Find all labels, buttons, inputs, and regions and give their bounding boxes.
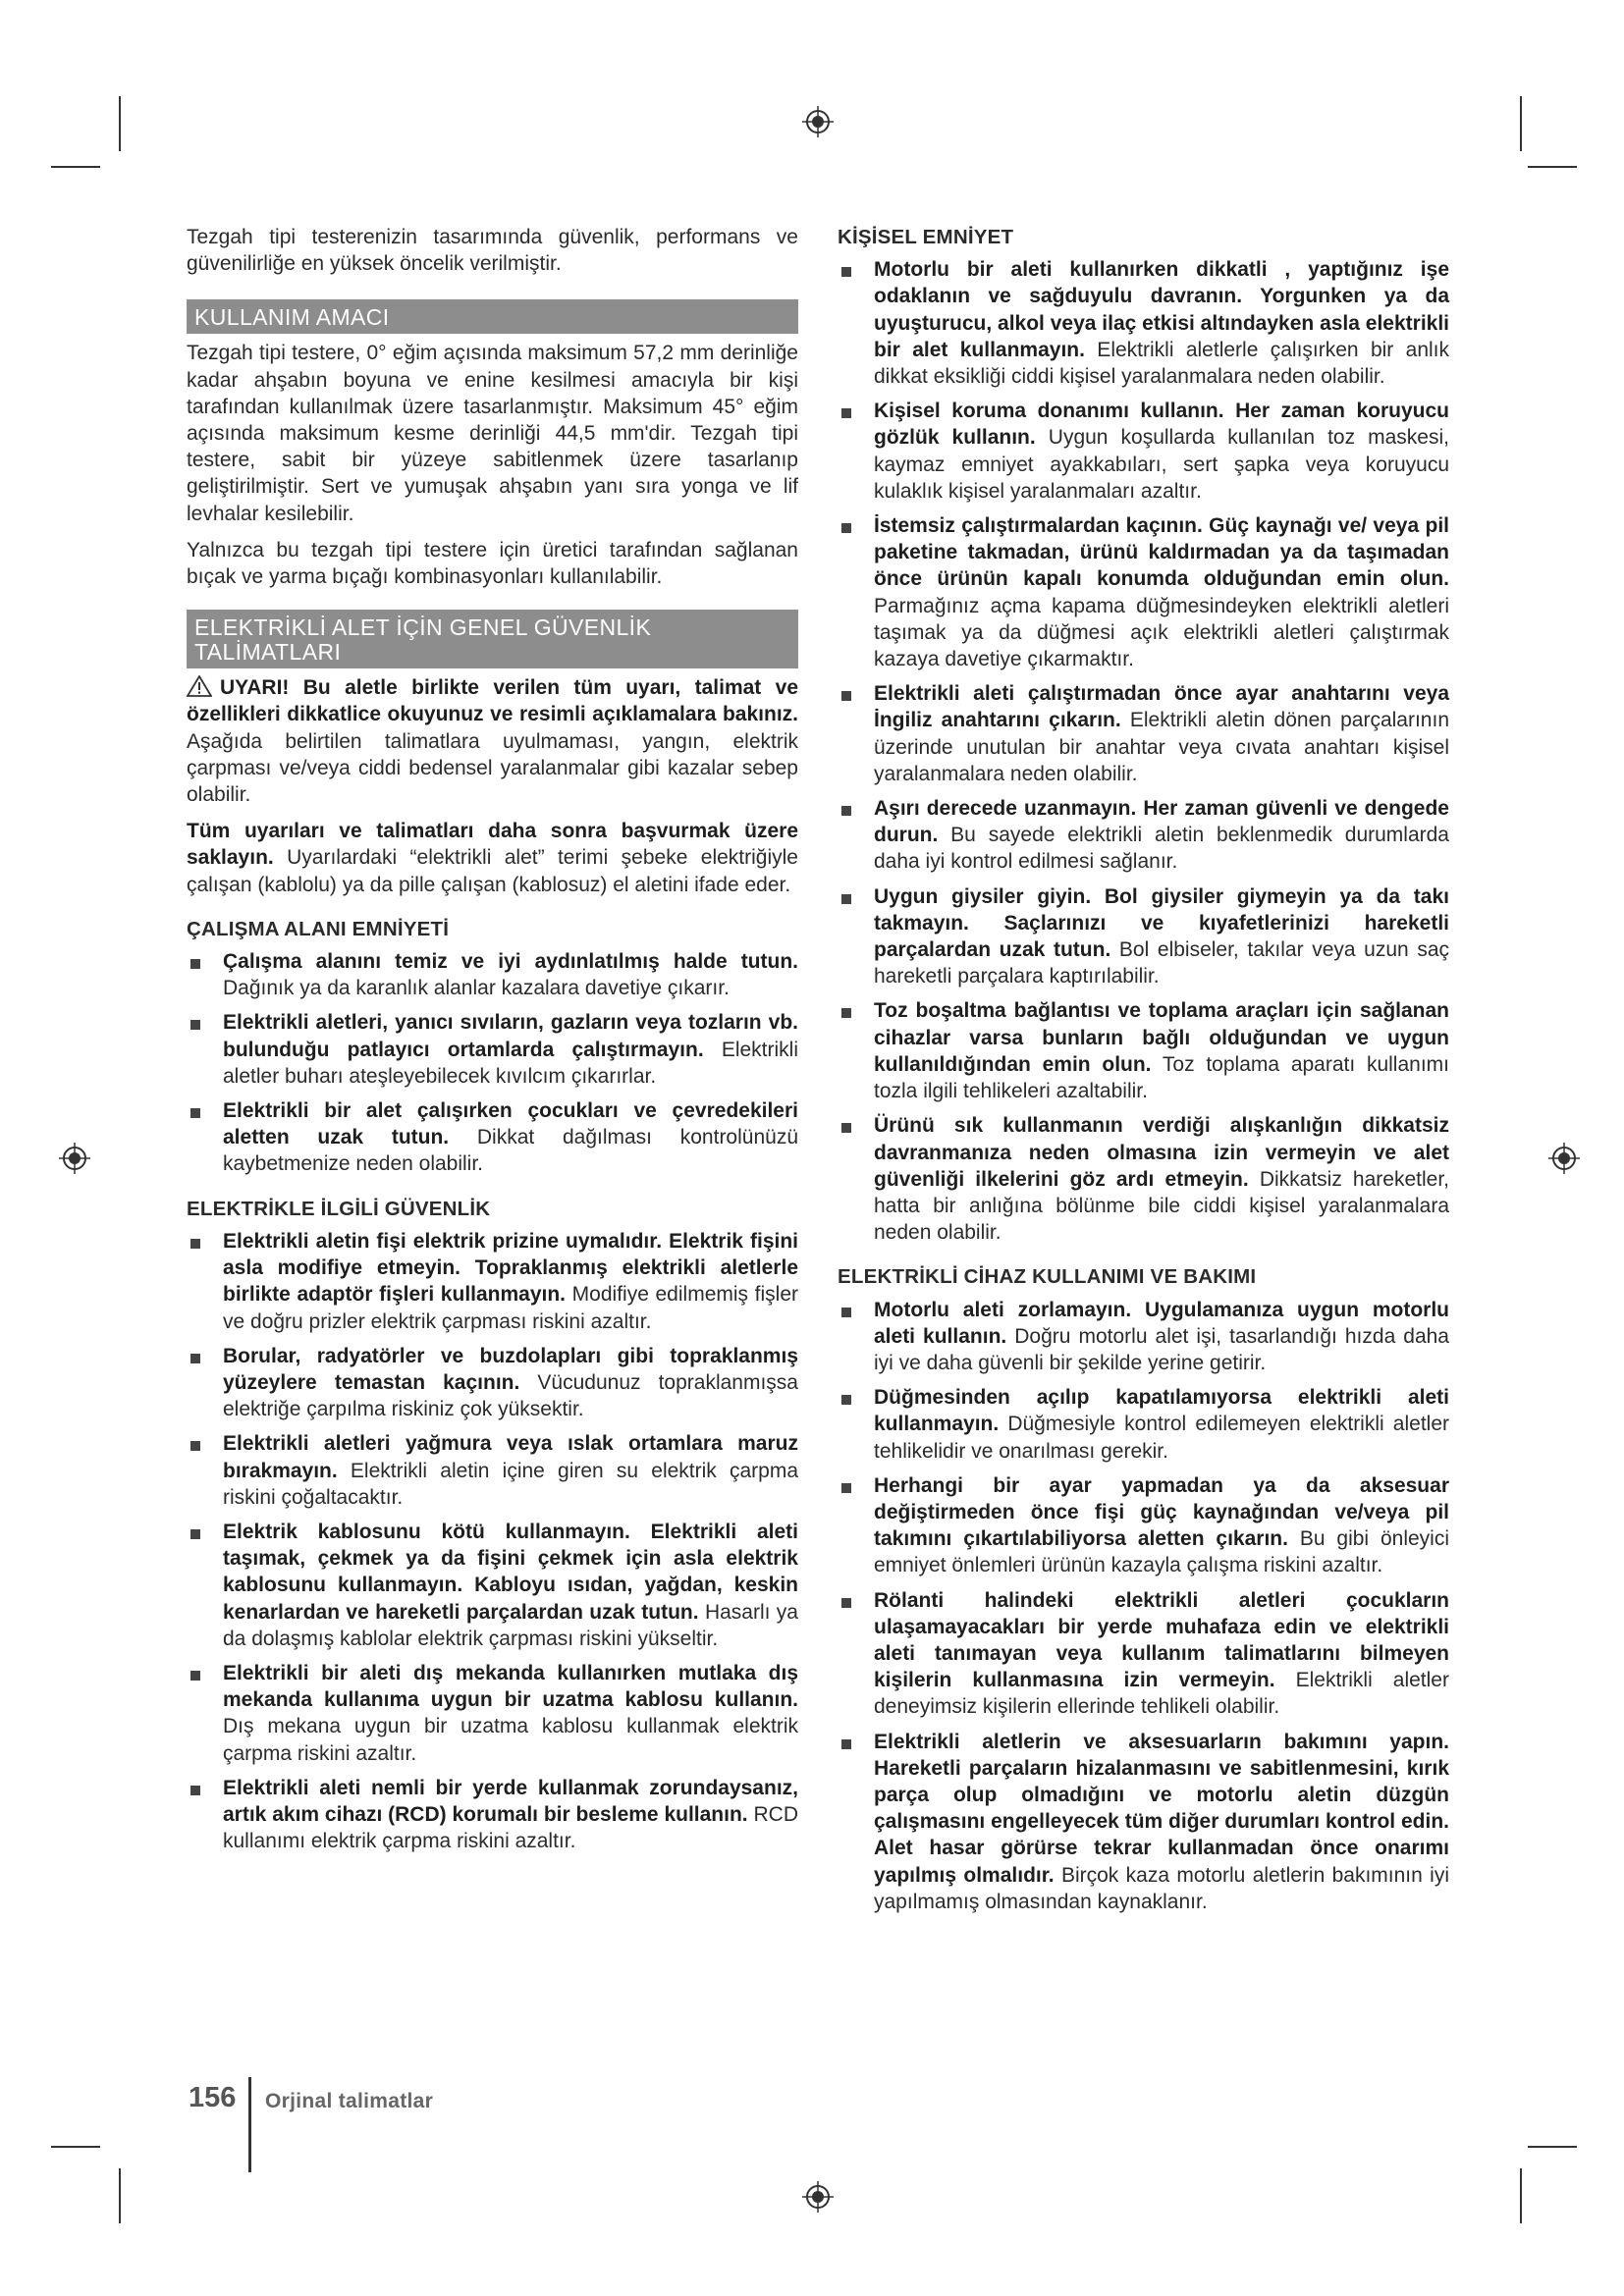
list-item	[838, 512, 1449, 672]
bullet-icon	[841, 1395, 851, 1405]
bullet-icon	[841, 806, 851, 816]
crop-mark	[119, 96, 121, 151]
bullet-icon	[190, 1671, 200, 1681]
list-item	[838, 1297, 1449, 1377]
warning-bold-text: UYARI! Bu aletle birlikte verilen tüm uyarı, talimat ve özellikleri dikkatlice okuyunuz ve resimli açıklamalara bakınız.	[187, 676, 798, 726]
right-column	[838, 224, 1449, 1923]
item-text: Bol elbiseler, takılar veya uzun saç hareketli parçalara kaptırılabilir.	[874, 938, 1449, 988]
bullet-icon	[841, 1739, 851, 1749]
bullet-icon	[841, 408, 851, 418]
bullet-icon	[190, 959, 200, 969]
item-bold: Kişisel koruma donanımı kullanın. Her zaman koruyucu gözlük kullanın.	[874, 400, 1449, 450]
item-bold: Çalışma alanını temiz ve iyi aydınlatılmış halde tutun.	[223, 950, 798, 974]
footer-label: Orjinal talimatlar	[265, 2090, 434, 2112]
item-text: Elektrikli aletin içine giren su elektrik çarpma riskini çoğaltacaktır.	[223, 1459, 798, 1509]
bullet-icon	[841, 1483, 851, 1493]
crop-mark	[1520, 2168, 1522, 2223]
item-bold: Elektrikli aletin fişi elektrik prizine uymalıdır. Elektrik fişini asla modifiye etmeyin. Topraklanmış elektrikli aletlerle birlikte adaptör fişleri kullanmayın.	[223, 1229, 798, 1307]
bullet-icon	[841, 894, 851, 904]
bullet-icon	[190, 1786, 200, 1795]
personal-safety-list	[838, 256, 1449, 1246]
item-bold: Uygun giysiler giyin. Bol giysiler giymeyin ya da takı takmayın. Saçlarınızı ve kıyafetlerinizi hareketli parçalardan uzak tutun.	[874, 884, 1449, 962]
electrical-list	[187, 1228, 798, 1854]
list-item	[838, 883, 1449, 990]
item-bold: Elektrikli aletleri yağmura veya ıslak ortamlara maruz bırakmayın.	[223, 1432, 798, 1482]
crop-mark	[1528, 166, 1577, 168]
list-item	[838, 256, 1449, 390]
footer-divider	[248, 2077, 251, 2172]
crop-mark	[51, 2146, 100, 2148]
item-text: Birçok kaza motorlu aletlerin bakımının iyi yapılmamış olmasından kaynaklanır.	[874, 1863, 1449, 1913]
item-text: Elektrikli aletin dönen parçalarının üzerinde unutulan bir anahtar veya cıvata anahtarı kişisel yaralanmalara neden olabilir.	[874, 709, 1449, 785]
list-item	[838, 1112, 1449, 1246]
item-bold: Aşırı derecede uzanmayın. Her zaman güvenli ve dengede durun.	[874, 797, 1449, 847]
bullet-icon	[190, 1529, 200, 1539]
list-item	[838, 398, 1449, 505]
item-bold: Elektrikli aletlerin ve aksesuarların bakımını yapın. Hareketli parçaların hizalanmasını ve sabitlenmesini, kırık parça olup olmadığını ve motorlu aletin düzgün çalışmasını engelleyecek tüm diğer durumları kontrol edin. Alet hasar görürse tekrar kullanmadan önce onarımı yapılmış olmalıdır.	[874, 1730, 1449, 1887]
device-use-list	[838, 1297, 1449, 1915]
list-item	[187, 1430, 798, 1511]
item-text: Elektrikli aletler deneyimsiz kişilerin ellerinde tehlikeli olabilir.	[874, 1669, 1449, 1719]
list-item	[838, 1384, 1449, 1465]
item-bold: Borular, radyatörler ve buzdolapları gibi topraklanmış yüzeylere temastan kaçının.	[223, 1344, 798, 1394]
item-bold: Elektrikli bir alet çalışırken çocukları ve çevredekileri aletten uzak tutun.	[223, 1099, 798, 1149]
subheading-device-use-care: ELEKTRİKLİ CİHAZ KULLANIMI VE BAKIMI	[838, 1265, 1257, 1289]
item-bold: İstemsiz çalıştırmalardan kaçının. Güç kaynağı ve/ veya pil paketine takmadan, ürünü kaldırmadan ya da taşımadan önce ürünün kapalı konumda olduğundan emin olun.	[874, 514, 1449, 591]
section-heading-general-safety: ELEKTRİKLİ ALET İÇİN GENEL GÜVENLİK TALİMATLARI	[187, 610, 798, 668]
section-heading-intended-use: KULLANIM AMACI	[187, 299, 798, 334]
bullet-icon	[190, 1108, 200, 1118]
item-text: Parmağınız açma kapama düğmesindeyken elektrikli aletleri taşımak ya da düğmesi açık elektrikli aletleri çalıştırmak kazaya davetiye çıkarmaktır.	[874, 594, 1449, 671]
crop-mark	[119, 2168, 121, 2223]
subheading-electrical-safety: ELEKTRİKLE İLGİLİ GÜVENLİK	[187, 1197, 491, 1220]
list-item	[187, 1775, 798, 1855]
bullet-icon	[190, 1441, 200, 1451]
item-bold: Elektrikli aleti nemli bir yerde kullanmak zorundaysanız, artık akım cihazı (RCD) korumalı bir besleme kullanın.	[223, 1776, 798, 1826]
crop-mark	[1520, 96, 1522, 151]
item-text: Bu gibi önleyici emniyet önlemleri ürünün kazayla çalışma riskini azaltır.	[874, 1527, 1449, 1577]
warning-text: Aşağıda belirtilen talimatlara uyulmaması, yangın, elektrik çarpması ve/veya ciddi bedensel yaralanmalar gibi kazalar sebep olabilir.	[187, 729, 798, 807]
keep-bold-text: Tüm uyarıları ve talimatları daha sonra başvurmak üzere saklayın.	[187, 820, 798, 870]
item-bold: Elektrikli aletleri, yanıcı sıvıların, gazların veya tozların vb. bulunduğu patlayıcı ortamlarda çalıştırmayın.	[223, 1011, 798, 1061]
intro-paragraph: Tezgah tipi testerenizin tasarımında güvenlik, performans ve güvenilirliğe en yüksek öncelik verilmiştir.	[187, 226, 798, 276]
item-text: Toz toplama aparatı kullanımı tozla ilgili tehlikeleri azaltabilir.	[874, 1052, 1449, 1103]
bullet-icon	[841, 267, 851, 277]
keep-instructions-paragraph	[187, 818, 798, 898]
registration-mark-icon	[801, 105, 835, 138]
list-item	[187, 1009, 798, 1090]
bullet-icon	[841, 1123, 851, 1133]
list-item	[187, 1660, 798, 1767]
list-item	[187, 1519, 798, 1652]
bullet-icon	[841, 1598, 851, 1608]
page-number: 156	[189, 2082, 237, 2113]
item-text: Modifiye edilmemiş fişler ve doğru prizler elektrik çarpması riskini azaltır.	[223, 1283, 799, 1333]
bullet-icon	[190, 1020, 200, 1030]
registration-mark-icon	[58, 1142, 91, 1175]
item-text: Dış mekana uygun bir uzatma kablosu kullanmak elektrik çarpma riskini azaltır.	[223, 1715, 798, 1765]
item-bold: Elektrik kablosunu kötü kullanmayın. Elektrikli aleti taşımak, çekmek ya da fişini çekmek için asla elektrik kablosunu kullanmayın. Kabloyu ısıdan, yağdan, keskin kenarlardan ve hareketli parçalardan uzak tutun.	[223, 1520, 798, 1624]
item-text: Uygun koşullarda kullanılan toz maskesi, kaymaz emniyet ayakkabıları, sert şapka veya koruyucu kulaklık kişisel yaralanmaları azaltır.	[874, 426, 1449, 503]
list-item	[838, 1587, 1449, 1721]
list-item	[187, 1228, 798, 1335]
item-bold: Elektrikli bir aleti dış mekanda kullanırken mutlaka dış mekanda kullanıma uygun bir uzatma kablosu kullanın.	[223, 1661, 798, 1712]
list-item	[838, 997, 1449, 1104]
item-text: Doğru motorlu alet işi, tasarlandığı hızda daha iyi ve daha güvenli bir şekilde yerine getirir.	[874, 1324, 1449, 1374]
list-item	[187, 1097, 798, 1178]
item-bold: Toz boşaltma bağlantısı ve toplama araçları için sağlanan cihazlar varsa bunların bağlı olduğundan ve uygun kullanıldığından emin olun.	[874, 999, 1449, 1076]
left-column	[187, 224, 798, 1862]
registration-mark-icon	[801, 2180, 835, 2214]
item-bold: Düğmesinden açılıp kapatılamıyorsa elektrikli aleti kullanmayın.	[874, 1386, 1449, 1436]
item-text: Dikkat dağılması kontrolünüzü kaybetmenize neden olabilir.	[223, 1126, 798, 1176]
warning-triangle-icon	[187, 675, 212, 697]
crop-mark	[51, 166, 100, 168]
list-item	[838, 680, 1449, 787]
bullet-icon	[841, 523, 851, 533]
subheading-personal-safety: KİŞİSEL EMNİYET	[838, 226, 1014, 248]
bullet-icon	[841, 691, 851, 701]
bullet-icon	[190, 1239, 200, 1249]
bullet-icon	[841, 1008, 851, 1018]
item-text: RCD kullanımı elektrik çarpma riskini azaltır.	[223, 1802, 798, 1853]
crop-mark	[1528, 2146, 1577, 2148]
list-item	[838, 795, 1449, 876]
bullet-icon	[841, 1308, 851, 1317]
keep-text: Uyarılardaki “elektrikli alet” terimi şebeke elektriğiyle çalışan (kablolu) ya da pille çalışan (kablosuz) el aletini ifade eder.	[187, 846, 798, 896]
item-bold: Rölanti halindeki elektrikli aletleri çocukların ulaşamayacakları bir yerde muhafaza edin ve elektrikli aleti tanımayan veya kullanım talimatlarını bilmeyen kişilerin kullanmasına izin vermeyin.	[874, 1588, 1449, 1692]
item-bold: Motorlu bir aleti kullanırken dikkatli , yaptığınız işe odaklanın ve sağduyulu davranın. Yorgunken ya da uyuşturucu, alkol veya ilaç etkisi altındayken asla elektrikli bir alet kullanmayın.	[874, 258, 1449, 361]
item-text: Elektrikli aletlerle çalışırken bir anlık dikkat eksikliği ciddi kişisel yaralanmalara neden olabilir.	[874, 338, 1450, 389]
list-item	[187, 1343, 798, 1423]
item-text: Hasarlı ya da dolaşmış kablolar elektrik çarpması riskini yükseltir.	[223, 1600, 798, 1650]
item-text: Bu sayede elektrikli aletin beklenmedik durumlarda daha iyi kontrol edilmesi sağlanır.	[874, 824, 1449, 874]
item-bold: Elektrikli aleti çalıştırmadan önce ayar anahtarını veya İngiliz anahtarını çıkarın.	[874, 682, 1449, 732]
intended-use-paragraph: Tezgah tipi testere, 0° eğim açısında maksimum 57,2 mm derinliğe kadar ahşabın boyuna ve enine kesilmesi amacıyla bir kişi tarafından kullanılmak üzere tasarlanmıştır. Maksimum 45° eğim açısında maksimum kesme derinliği 44,5 mm'dir. Tezgah tipi testere, sabit bir yüzeye sabitlenmek üzere tasarlanıp geliştirilmiştir. Sert ve yumuşak ahşabın yanı sıra yonga ve lif levhalar kesilebilir.	[187, 342, 798, 525]
item-bold: Ürünü sık kullanmanın verdiği alışkanlığın dikkatsiz davranmanıza neden olmasına izin vermeyin ve alet güvenliği ilkelerini göz ardı etmeyin.	[874, 1114, 1449, 1191]
list-item	[838, 1472, 1449, 1579]
warning-paragraph	[187, 674, 798, 808]
registration-mark-icon	[1547, 1142, 1581, 1175]
item-text: Düğmesiyle kontrol edilemeyen elektrikli aletler tehlikelidir ve onarılması gerekir.	[874, 1413, 1449, 1463]
subheading-work-area: ÇALIŞMA ALANI EMNİYETİ	[187, 917, 450, 940]
item-text: Dikkatsiz hareketler, hatta bir anlığına bölünme bile ciddi kişisel yaralanmalara neden olabilir.	[874, 1167, 1449, 1245]
item-text: Elektrikli aletler buharı ateşleyebilecek kıvılcım çıkarırlar.	[223, 1038, 798, 1088]
item-text: Vücudunuz topraklanmışsa elektriğe çarpılma riskiniz çok yüksektir.	[223, 1370, 798, 1421]
bullet-icon	[190, 1354, 200, 1363]
item-bold: Herhangi bir ayar yapmadan ya da aksesuar değiştirmeden önce fişi güç kaynağından ve/veya pil takımını çıkartılabiliyorsa aletten çıkarın.	[874, 1473, 1449, 1551]
work-area-list	[187, 948, 798, 1178]
list-item	[838, 1729, 1449, 1915]
item-bold: Motorlu aleti zorlamayın. Uygulamanıza uygun motorlu aleti kullanın.	[874, 1298, 1449, 1348]
list-item	[187, 948, 798, 1001]
item-text: Dağınık ya da karanlık alanlar kazalara davetiye çıkarır.	[223, 977, 730, 1000]
intended-use-paragraph-2: Yalnızca bu tezgah tipi testere için üretici tarafından sağlanan bıçak ve yarma bıçağı kombinasyonları kullanılabilir.	[187, 538, 798, 589]
